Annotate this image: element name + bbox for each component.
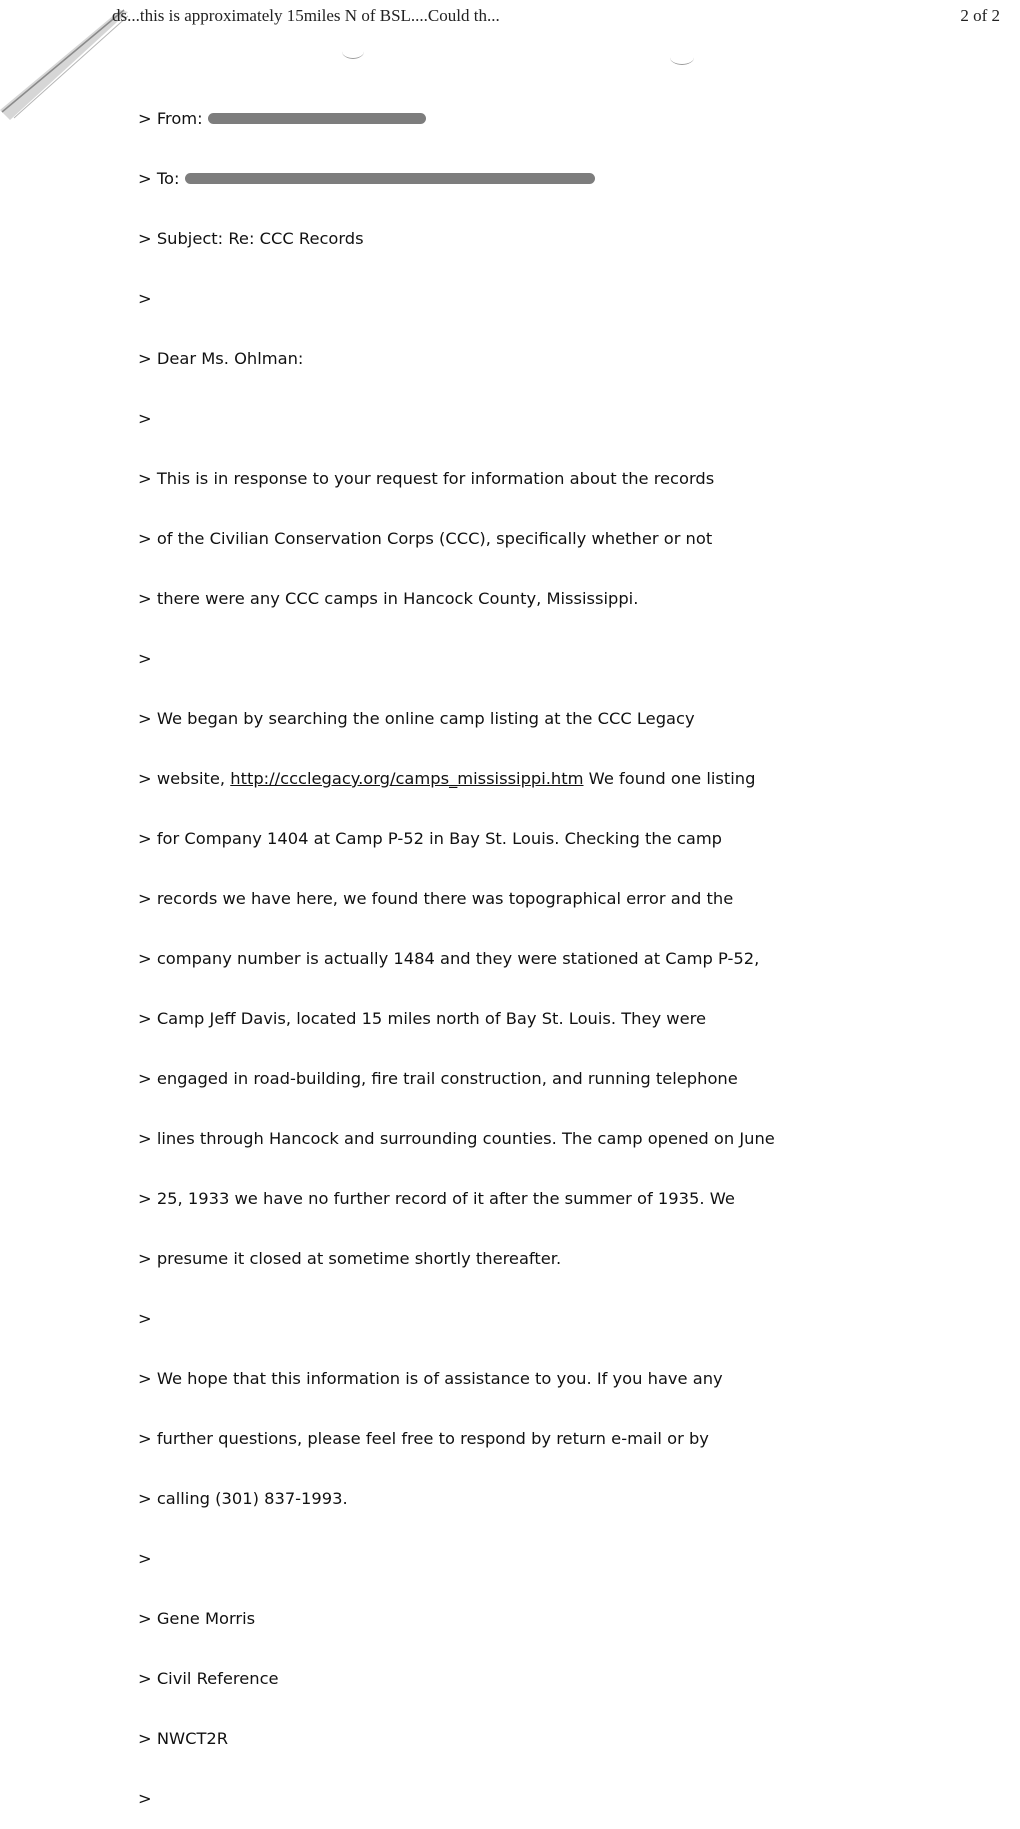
body-line: > (138, 1309, 152, 1328)
body-line: > (138, 1789, 152, 1808)
page-number: 2 of 2 (960, 6, 1000, 25)
from-line (138, 109, 775, 129)
redacted-to-address (185, 173, 595, 184)
redacted-from-address (208, 113, 426, 124)
body-line: > (138, 289, 152, 308)
body-line: > Dear Ms. Ohlman: (138, 349, 304, 368)
body-line: > lines through Hancock and surrounding counties. The camp opened on June (138, 1129, 775, 1148)
from-label: > From: (138, 109, 208, 128)
body-line: > for Company 1404 at Camp P-52 in Bay St. Louis. Checking the camp (138, 829, 723, 848)
scan-mark (670, 50, 694, 65)
body-line: > (138, 649, 152, 668)
body-line: > We hope that this information is of assistance to you. If you have any (138, 1369, 723, 1388)
to-label: > To: (138, 169, 185, 188)
print-header (0, 6, 1020, 28)
body-line: > engaged in road-building, fire trail construction, and running telephone (138, 1069, 738, 1088)
body-line: > calling (301) 837-1993. (138, 1489, 348, 1508)
website-suffix: We found one listing (583, 769, 756, 788)
body-line: > there were any CCC camps in Hancock County, Mississippi. (138, 589, 639, 608)
email-body (138, 69, 775, 1829)
body-line: > Camp Jeff Davis, located 15 miles north of Bay St. Louis. They were (138, 1009, 706, 1028)
website-prefix: > website, (138, 769, 231, 788)
website-link[interactable]: http://ccclegacy.org/camps_mississippi.htm (230, 769, 584, 788)
signature-department: > Civil Reference (138, 1669, 279, 1688)
signature-name: > Gene Morris (138, 1609, 256, 1628)
body-line: > of the Civilian Conservation Corps (CCC), specifically whether or not (138, 529, 713, 548)
signature-code: > NWCT2R (138, 1729, 229, 1748)
body-line: > (138, 1549, 152, 1568)
body-line: > company number is actually 1484 and they were stationed at Camp P-52, (138, 949, 760, 968)
body-line: > records we have here, we found there was topographical error and the (138, 889, 734, 908)
scan-mark (342, 44, 364, 59)
subject-line: > Subject: Re: CCC Records (138, 229, 364, 248)
website-line (138, 769, 775, 789)
print-header-title: ds...this is approximately 15miles N of BSL....Could th... (112, 6, 500, 25)
body-line: > This is in response to your request for information about the records (138, 469, 715, 488)
to-line (138, 169, 775, 189)
body-line: > (138, 409, 152, 428)
body-line: > further questions, please feel free to respond by return e-mail or by (138, 1429, 709, 1448)
body-line: > presume it closed at sometime shortly thereafter. (138, 1249, 562, 1268)
body-line: > 25, 1933 we have no further record of it after the summer of 1935. We (138, 1189, 735, 1208)
body-line: > We began by searching the online camp listing at the CCC Legacy (138, 709, 695, 728)
